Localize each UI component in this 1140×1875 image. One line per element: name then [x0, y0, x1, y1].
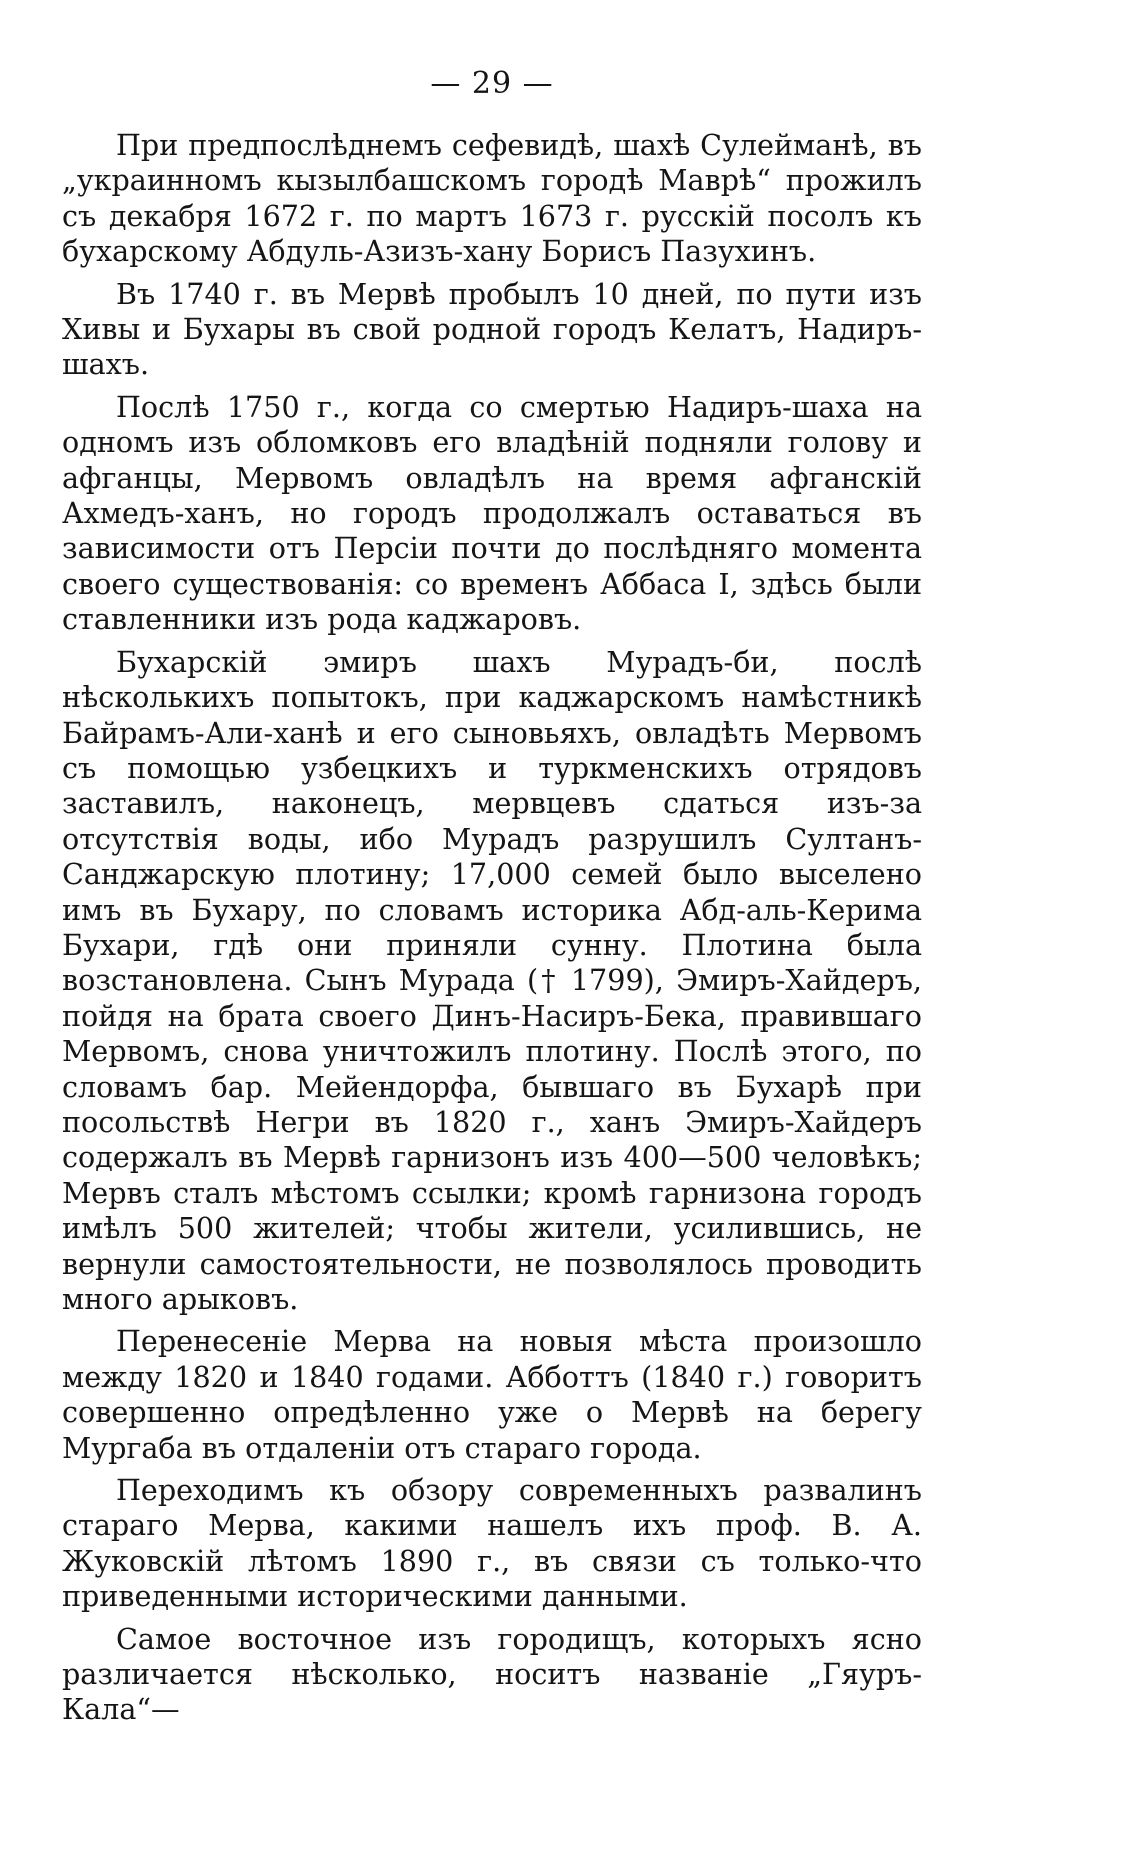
- paragraph-giaur-kala: Самое восточное изъ городищъ, которыхъ ясно различается нѣсколько, носитъ названіе „Гяуръ-Кала“—: [62, 1621, 922, 1727]
- page-number: — 29 —: [430, 66, 554, 101]
- paragraph-ruins-overview: Переходимъ къ обзору современныхъ развалинъ стараго Мерва, какими нашелъ ихъ проф. В. А. Жуковскій лѣтомъ 1890 г., въ связи съ только-что приведенными историческими данными.: [62, 1473, 922, 1614]
- paragraph-pazukhin: При предпослѣднемъ сефевидѣ, шахѣ Сулейманѣ, въ „украинномъ кызылбашскомъ городѣ Маврѣ“ прожилъ съ декабря 1672 г. по мартъ 1673 г. русскій посолъ къ бухарскому Абдуль-Азизъ-хану Борисъ Пазухинъ.: [62, 128, 922, 269]
- book-page: [62, 66, 922, 1735]
- paragraph-nadir-shah: Въ 1740 г. въ Мервѣ пробылъ 10 дней, по пути изъ Хивы и Бухары въ свой родной городъ Келатъ, Надиръ-шахъ.: [62, 276, 922, 382]
- paragraph-afghans: Послѣ 1750 г., когда со смертью Надиръ-шаха на одномъ изъ обломковъ его владѣній подняли голову и афганцы, Мервомъ овладѣлъ на время афганскій Ахмедъ-ханъ, но городъ продолжалъ оставаться въ зависимости отъ Персіи почти до послѣдняго момента своего существованія: со временъ Аббаса I, здѣсь были ставленники изъ рода каджаровъ.: [62, 389, 922, 637]
- paragraph-relocation: Перенесеніе Мерва на новыя мѣста произошло между 1820 и 1840 годами. Абботтъ (1840 г.) говоритъ совершенно опредѣленно уже о Мервѣ на берегу Мургаба въ отдаленіи отъ стараго города.: [62, 1324, 922, 1465]
- paragraph-bukhara-emir: Бухарскій эмиръ шахъ Мурадъ-би, послѣ нѣсколькихъ попытокъ, при каджарскомъ намѣстникѣ Байрамъ-Али-ханѣ и его сыновьяхъ, овладѣть Мервомъ съ помощью узбецкихъ и туркменскихъ отрядовъ заставилъ, наконецъ, мервцевъ сдаться изъ-за отсутствія воды, ибо Мурадъ разрушилъ Султанъ-Санджарскую плотину; 17,000 семей было выселено имъ въ Бухару, по словамъ историка Абд-аль-Керима Бухари, гдѣ они приняли сунну. Плотина была возстановлена. Сынъ Мурада († 1799), Эмиръ-Хайдеръ, пойдя на брата своего Динъ-Насиръ-Бека, правившаго Мервомъ, снова уничтожилъ плотину. Послѣ этого, по словамъ бар. Мейендорфа, бывшаго въ Бухарѣ при посольствѣ Негри въ 1820 г., ханъ Эмиръ-Хайдеръ содержалъ въ Мервѣ гарнизонъ изъ 400—500 человѣкъ; Мервъ сталъ мѣстомъ ссылки; кромѣ гарнизона городъ имѣлъ 500 жителей; чтобы жители, усилившись, не вернули самостоятельности, не позволялось проводить много арыковъ.: [62, 644, 922, 1316]
